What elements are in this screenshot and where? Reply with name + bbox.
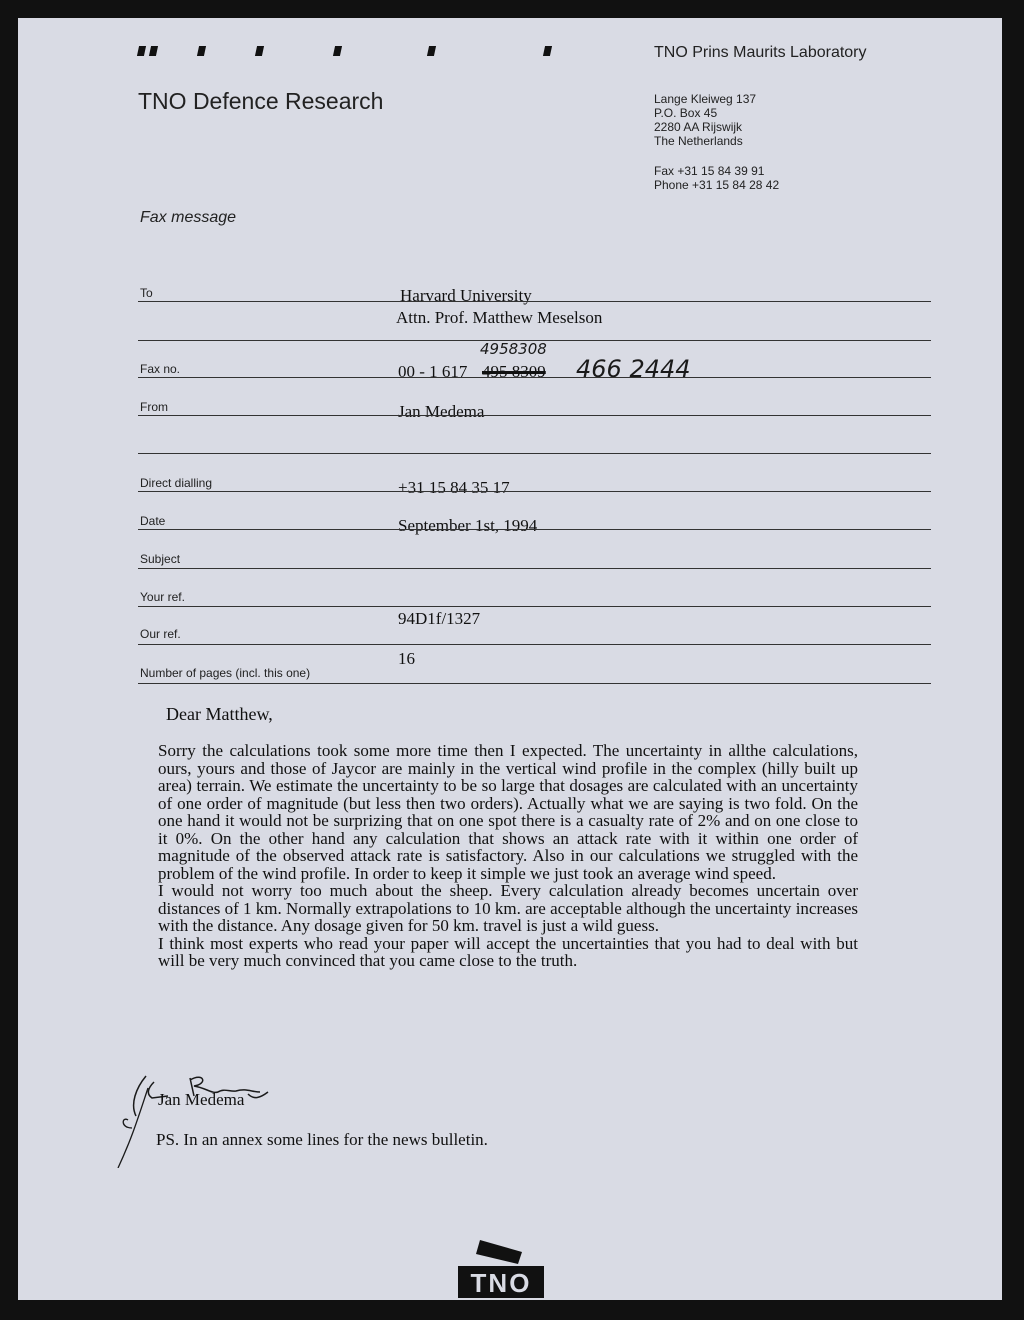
to-attn: Attn. Prof. Matthew Meselson (396, 308, 603, 327)
salutation: Dear Matthew, (166, 704, 273, 724)
our-ref-rule (138, 644, 931, 645)
date-value: September 1st, 1994 (398, 516, 538, 535)
subject-label: Subject (140, 552, 181, 566)
document-type: Fax message (140, 209, 237, 226)
your-ref-label: Your ref. (140, 590, 185, 604)
address-line: The Netherlands (654, 134, 743, 148)
from-value: Jan Medema (398, 402, 485, 421)
signature-name: Jan Medema (158, 1090, 245, 1109)
date-label: Date (140, 514, 166, 528)
faxno-crossed-out: 495 8309 (482, 362, 546, 381)
to-value: Harvard University (400, 286, 532, 305)
fax-number: Fax +31 15 84 39 91 (654, 164, 765, 178)
letter-paragraph: Sorry the calculations took some more time then I expected. The uncertainty in allthe calculations, ours, yours and those of Jaycor are mainly in the vertical wind profile in the complex (hilly built up area) terrain. We estimate the uncertainty to be so large that dosages are calculated with an uncertainty of one order of magnitude (but less then two orders). Actually what we are saying is two fold. On the one hand it would not be surprizing that on one spot there is a casualty rate of 2% and on one close to it 0%. On the other hand any calculation that shows an attack rate with it within one order of magnitude of the observed attack rate is satisfactory. Also in our calculations we struggled with the problem of the wind profile. In order to keep it simple we just took an average wind speed. (158, 741, 858, 883)
tno-logo (452, 1238, 552, 1298)
letter-paragraph: I would not worry too much about the sheep. Every calculation already becomes uncertain over distances of 1 km. Normally extrapolations to 10 km. are acceptable although the uncertainty increases with the distance. Any dosage given for 50 km. travel is just a wild guess. (158, 881, 858, 935)
to-label: To (140, 286, 153, 300)
from-rule (138, 415, 931, 416)
address-block (654, 92, 756, 148)
letter-paragraph: I think most experts who read your paper will accept the uncertainties that you had to deal with but will be very much convinced that you came close to the truth. (158, 933, 858, 970)
contact-block (654, 164, 779, 192)
from-rule-2 (138, 453, 931, 454)
our-ref-value: 94D1f/1327 (398, 609, 481, 628)
to-rule (138, 301, 931, 302)
our-ref-label: Our ref. (140, 627, 181, 641)
faxno-value: 00 - 1 617 (398, 362, 468, 381)
handwritten-fax-correction: 4958308 (480, 340, 547, 358)
handwritten-signature (108, 1058, 308, 1168)
organization-name: TNO Defence Research (138, 88, 384, 114)
handwritten-fax-number: 466 2444 (576, 355, 691, 383)
pages-value: 16 (398, 649, 415, 668)
lab-name: TNO Prins Maurits Laboratory (654, 44, 867, 61)
subject-rule (138, 568, 931, 569)
fax-page (18, 18, 1002, 1300)
pages-rule (138, 683, 931, 684)
direct-rule (138, 491, 931, 492)
address-line: Lange Kleiweg 137 (654, 92, 757, 106)
faxno-label: Fax no. (140, 362, 181, 376)
postscript: PS. In an annex some lines for the news bulletin. (156, 1130, 488, 1149)
from-label: From (140, 400, 168, 414)
your-ref-rule (138, 606, 931, 607)
tno-logo-text: TNO (470, 1268, 532, 1298)
direct-dialling-value: +31 15 84 35 17 (398, 478, 510, 497)
address-line: P.O. Box 45 (654, 106, 718, 120)
pages-label: Number of pages (incl. this one) (140, 666, 311, 680)
direct-dialling-label: Direct dialling (140, 476, 213, 490)
phone-number: Phone +31 15 84 28 42 (654, 178, 780, 192)
date-rule (138, 529, 931, 530)
address-line: 2280 AA Rijswijk (654, 120, 743, 134)
faxno-rule (138, 377, 931, 378)
letter-body (158, 742, 858, 970)
